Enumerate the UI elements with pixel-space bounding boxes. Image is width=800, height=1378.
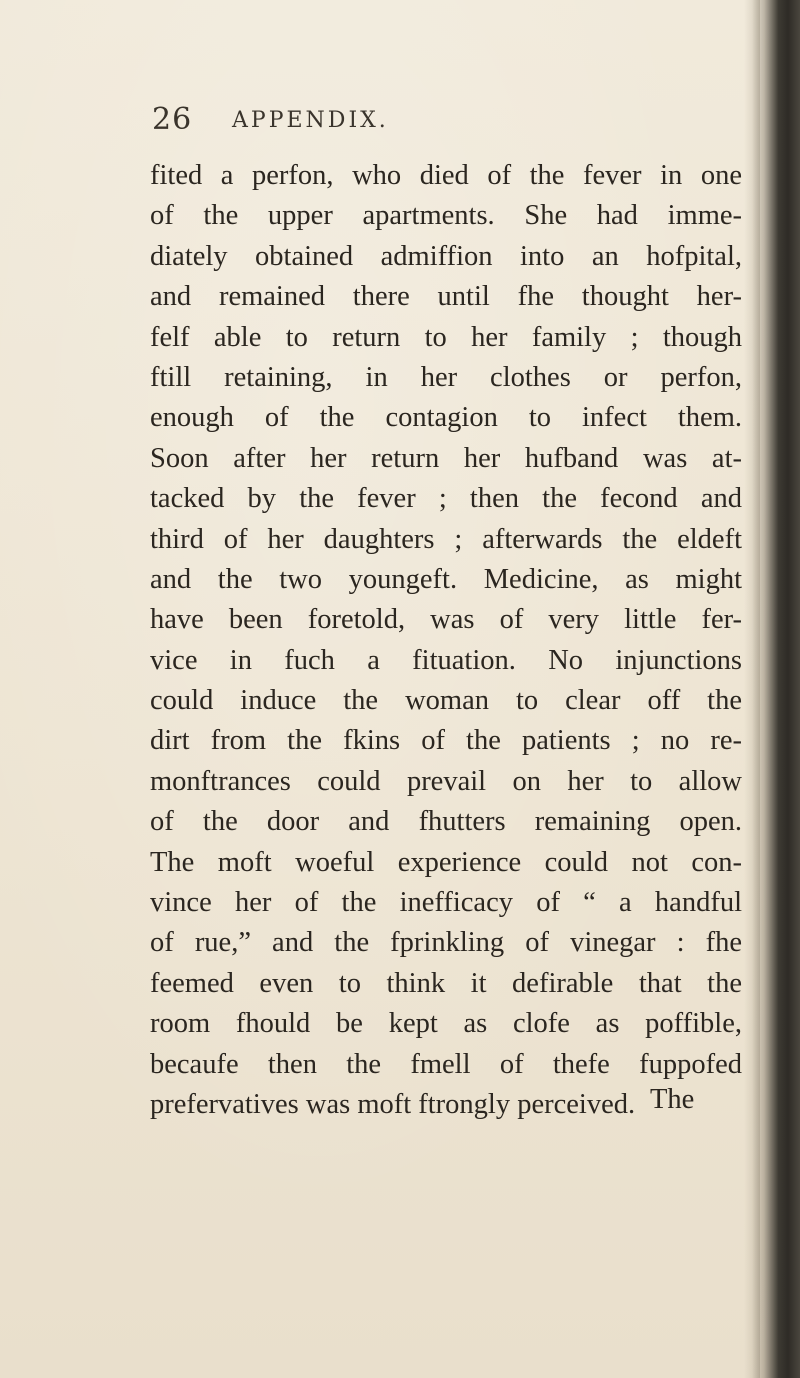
text-line: Soon after her return her hufband was at- bbox=[150, 442, 742, 474]
text-line: of the door and fhutters remaining open. bbox=[150, 806, 742, 838]
catchword: The bbox=[650, 1084, 695, 1115]
text-line: ftill retaining, in her clothes or perfon, bbox=[150, 361, 742, 393]
text-line: The moft woeful experience could not con- bbox=[150, 846, 742, 878]
text-line: and remained there until fhe thought her- bbox=[150, 281, 742, 313]
text-line: diately obtained admiffion into an hofpital, bbox=[150, 240, 742, 272]
text-line: becaufe then the fmell of thefe fuppofed bbox=[150, 1048, 742, 1080]
text-line: felf able to return to her family ; though bbox=[150, 321, 742, 353]
page-number: 26 bbox=[152, 102, 193, 137]
text-line: vice in fuch a fituation. No injunctions bbox=[150, 644, 742, 676]
text-line: of rue,” and the fprinkling of vinegar : fhe bbox=[150, 927, 742, 959]
text-line: monftrances could prevail on her to allow bbox=[150, 765, 742, 797]
running-head: APPENDIX. bbox=[232, 108, 389, 133]
text-line: could induce the woman to clear off the bbox=[150, 685, 742, 717]
text-line: vince her of the inefficacy of “ a handful bbox=[150, 887, 742, 919]
text-line: of the upper apartments. She had imme- bbox=[150, 200, 742, 232]
text-line: dirt from the fkins of the patients ; no re- bbox=[150, 725, 742, 757]
text-line: room fhould be kept as clofe as poffible, bbox=[150, 1008, 742, 1040]
text-line: enough of the contagion to infect them. bbox=[150, 402, 742, 434]
text-line: fited a perfon, who died of the fever in one bbox=[150, 160, 742, 191]
text-line: have been foretold, was of very little fer- bbox=[150, 604, 742, 636]
book-spine bbox=[752, 0, 800, 1378]
text-line: prefervatives was moft ftrongly perceived. bbox=[150, 1088, 636, 1120]
body-text bbox=[150, 156, 742, 1125]
page-header bbox=[152, 102, 752, 142]
text-line: third of her daughters ; afterwards the eldeft bbox=[150, 523, 742, 555]
text-line: feemed even to think it defirable that the bbox=[150, 967, 742, 999]
text-line: tacked by the fever ; then the fecond and bbox=[150, 483, 742, 515]
text-line: and the two youngeft. Medicine, as might bbox=[150, 563, 742, 595]
